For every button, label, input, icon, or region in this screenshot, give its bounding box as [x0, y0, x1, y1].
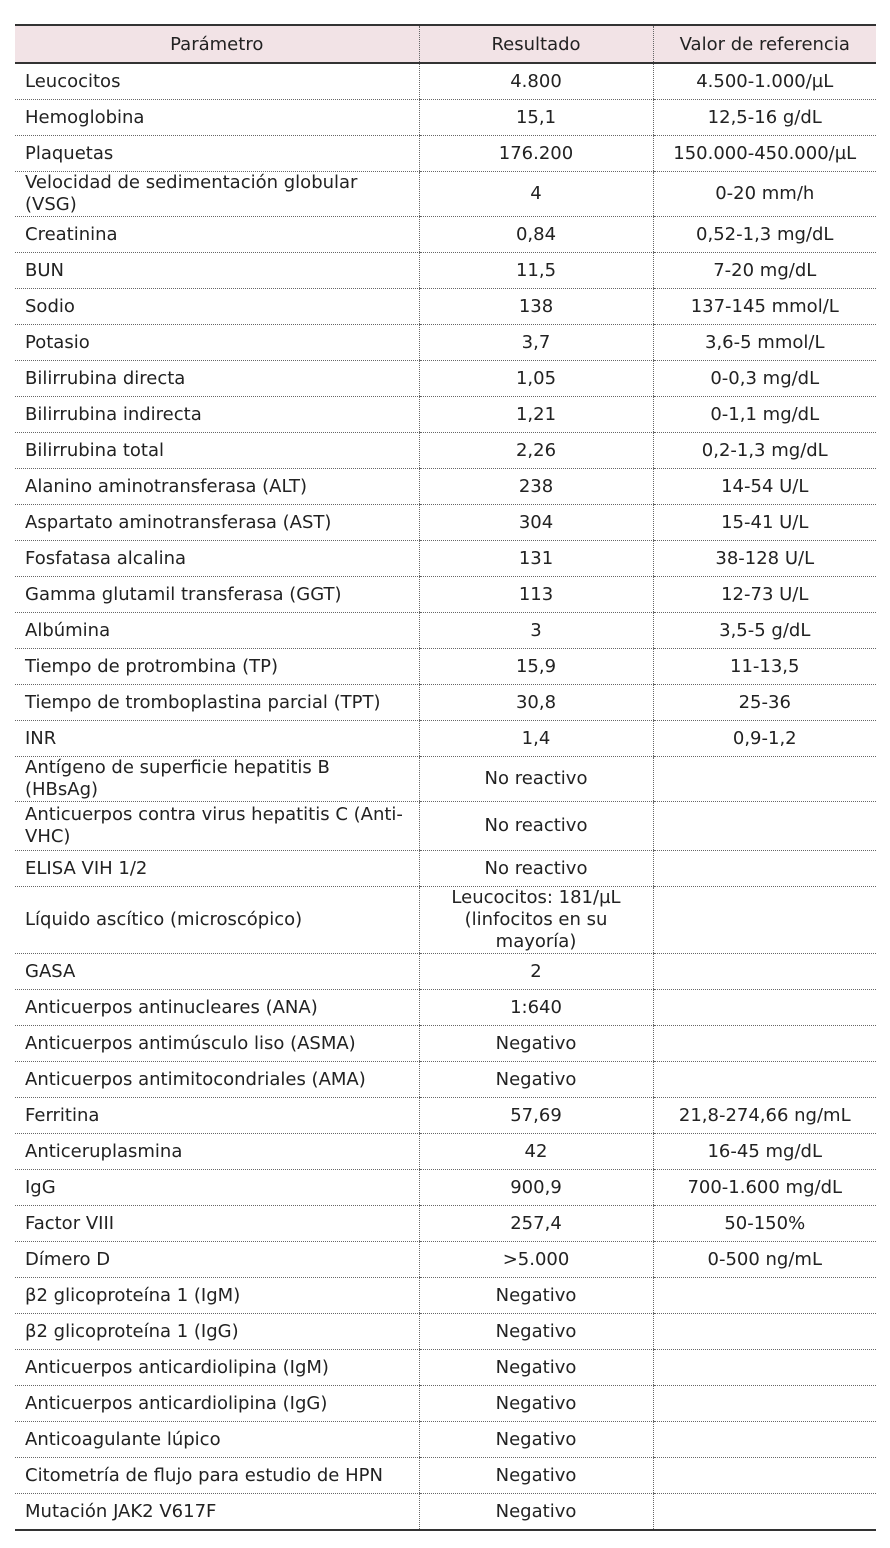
cell-parametro: Bilirrubina indirecta [15, 397, 419, 433]
cell-valor-referencia: 38-128 U/L [653, 541, 876, 577]
cell-valor-referencia [653, 887, 876, 954]
cell-resultado: No reactivo [419, 851, 653, 887]
cell-resultado: 11,5 [419, 253, 653, 289]
table-row [15, 1170, 876, 1206]
cell-parametro: Bilirrubina total [15, 433, 419, 469]
cell-parametro: GASA [15, 954, 419, 990]
cell-valor-referencia [653, 1350, 876, 1386]
cell-resultado: 238 [419, 469, 653, 505]
cell-resultado: 30,8 [419, 685, 653, 721]
cell-parametro: Citometría de flujo para estudio de HPN [15, 1458, 419, 1494]
cell-parametro: β2 glicoproteína 1 (IgM) [15, 1278, 419, 1314]
cell-valor-referencia [653, 990, 876, 1026]
cell-parametro: Ferritina [15, 1098, 419, 1134]
cell-parametro: Tiempo de protrombina (TP) [15, 649, 419, 685]
cell-valor-referencia [653, 954, 876, 990]
table-row [15, 1134, 876, 1170]
cell-resultado: 4 [419, 172, 653, 217]
cell-resultado: 900,9 [419, 1170, 653, 1206]
table-row [15, 505, 876, 541]
table-row [15, 649, 876, 685]
cell-resultado: 2,26 [419, 433, 653, 469]
cell-resultado: Negativo [419, 1386, 653, 1422]
cell-valor-referencia: 700-1.600 mg/dL [653, 1170, 876, 1206]
cell-resultado: Leucocitos: 181/µL (linfocitos en su mayoría) [419, 887, 653, 954]
cell-parametro: Fosfatasa alcalina [15, 541, 419, 577]
header-parametro: Parámetro [15, 25, 419, 63]
table-header-row [15, 25, 876, 63]
cell-resultado: 257,4 [419, 1206, 653, 1242]
cell-resultado: 0,84 [419, 217, 653, 253]
cell-resultado: 4.800 [419, 63, 653, 100]
cell-parametro: BUN [15, 253, 419, 289]
cell-valor-referencia [653, 1026, 876, 1062]
cell-resultado: 1,05 [419, 361, 653, 397]
table-row [15, 541, 876, 577]
cell-valor-referencia: 0-20 mm/h [653, 172, 876, 217]
cell-valor-referencia: 3,6-5 mmol/L [653, 325, 876, 361]
table-row [15, 721, 876, 757]
cell-valor-referencia: 21,8-274,66 ng/mL [653, 1098, 876, 1134]
cell-resultado: 113 [419, 577, 653, 613]
table-row [15, 433, 876, 469]
cell-parametro: Sodio [15, 289, 419, 325]
table-row [15, 613, 876, 649]
table-row [15, 1026, 876, 1062]
cell-resultado: Negativo [419, 1422, 653, 1458]
cell-valor-referencia: 12-73 U/L [653, 577, 876, 613]
table-row [15, 63, 876, 100]
cell-valor-referencia: 0-0,3 mg/dL [653, 361, 876, 397]
table-row [15, 1422, 876, 1458]
table-row [15, 289, 876, 325]
cell-resultado: Negativo [419, 1278, 653, 1314]
cell-valor-referencia: 25-36 [653, 685, 876, 721]
cell-parametro: Tiempo de tromboplastina parcial (TPT) [15, 685, 419, 721]
cell-resultado: 304 [419, 505, 653, 541]
lab-results-table [15, 24, 876, 1531]
cell-parametro: Mutación JAK2 V617F [15, 1494, 419, 1531]
table-row [15, 325, 876, 361]
cell-resultado: 131 [419, 541, 653, 577]
cell-resultado: 15,9 [419, 649, 653, 685]
cell-valor-referencia: 150.000-450.000/µL [653, 136, 876, 172]
cell-parametro: Líquido ascítico (microscópico) [15, 887, 419, 954]
table-row [15, 954, 876, 990]
cell-parametro: Gamma glutamil transferasa (GGT) [15, 577, 419, 613]
cell-parametro: Velocidad de sedimentación globular (VSG) [15, 172, 419, 217]
cell-resultado: Negativo [419, 1458, 653, 1494]
table-row [15, 577, 876, 613]
cell-resultado: No reactivo [419, 802, 653, 851]
cell-valor-referencia: 0-1,1 mg/dL [653, 397, 876, 433]
cell-valor-referencia [653, 1278, 876, 1314]
cell-parametro: ELISA VIH 1/2 [15, 851, 419, 887]
cell-valor-referencia [653, 757, 876, 802]
cell-resultado: >5.000 [419, 1242, 653, 1278]
cell-resultado: Negativo [419, 1314, 653, 1350]
cell-parametro: Creatinina [15, 217, 419, 253]
cell-valor-referencia: 7-20 mg/dL [653, 253, 876, 289]
cell-parametro: Antígeno de superficie hepatitis B (HBsAg) [15, 757, 419, 802]
cell-parametro: Albúmina [15, 613, 419, 649]
table-row [15, 1062, 876, 1098]
lab-results-table-container [15, 24, 876, 1531]
cell-parametro: Aspartato aminotransferasa (AST) [15, 505, 419, 541]
table-row [15, 217, 876, 253]
cell-valor-referencia [653, 802, 876, 851]
cell-resultado: Negativo [419, 1350, 653, 1386]
cell-resultado: 15,1 [419, 100, 653, 136]
cell-valor-referencia: 50-150% [653, 1206, 876, 1242]
table-row [15, 802, 876, 851]
cell-parametro: INR [15, 721, 419, 757]
cell-resultado: 176.200 [419, 136, 653, 172]
table-row [15, 361, 876, 397]
cell-valor-referencia: 12,5-16 g/dL [653, 100, 876, 136]
table-row [15, 1314, 876, 1350]
cell-parametro: Anticuerpos anticardiolipina (IgM) [15, 1350, 419, 1386]
cell-valor-referencia: 15-41 U/L [653, 505, 876, 541]
table-row [15, 757, 876, 802]
cell-parametro: β2 glicoproteína 1 (IgG) [15, 1314, 419, 1350]
cell-valor-referencia [653, 1314, 876, 1350]
cell-valor-referencia: 0-500 ng/mL [653, 1242, 876, 1278]
cell-valor-referencia [653, 1062, 876, 1098]
cell-resultado: Negativo [419, 1062, 653, 1098]
cell-parametro: Potasio [15, 325, 419, 361]
table-row [15, 136, 876, 172]
cell-resultado: Negativo [419, 1494, 653, 1531]
cell-valor-referencia: 0,2-1,3 mg/dL [653, 433, 876, 469]
cell-parametro: Anticeruplasmina [15, 1134, 419, 1170]
cell-parametro: Anticuerpos contra virus hepatitis C (Anti-VHC) [15, 802, 419, 851]
table-row [15, 253, 876, 289]
cell-resultado: 2 [419, 954, 653, 990]
cell-valor-referencia: 4.500-1.000/µL [653, 63, 876, 100]
cell-resultado: No reactivo [419, 757, 653, 802]
cell-valor-referencia [653, 1386, 876, 1422]
cell-valor-referencia [653, 1494, 876, 1531]
table-row [15, 1278, 876, 1314]
table-row [15, 1458, 876, 1494]
table-row [15, 1350, 876, 1386]
table-row [15, 685, 876, 721]
table-row [15, 1098, 876, 1134]
header-resultado: Resultado [419, 25, 653, 63]
table-row [15, 887, 876, 954]
cell-valor-referencia: 11-13,5 [653, 649, 876, 685]
cell-resultado: Negativo [419, 1026, 653, 1062]
cell-parametro: Factor VIII [15, 1206, 419, 1242]
cell-resultado: 1:640 [419, 990, 653, 1026]
table-row [15, 172, 876, 217]
cell-valor-referencia: 16-45 mg/dL [653, 1134, 876, 1170]
table-row [15, 100, 876, 136]
cell-parametro: Anticuerpos antimitocondriales (AMA) [15, 1062, 419, 1098]
cell-parametro: Anticuerpos antimúsculo liso (ASMA) [15, 1026, 419, 1062]
cell-resultado: 3 [419, 613, 653, 649]
cell-parametro: Bilirrubina directa [15, 361, 419, 397]
cell-resultado: 42 [419, 1134, 653, 1170]
cell-valor-referencia: 137-145 mmol/L [653, 289, 876, 325]
cell-parametro: Leucocitos [15, 63, 419, 100]
cell-resultado: 1,4 [419, 721, 653, 757]
table-row [15, 397, 876, 433]
cell-resultado: 1,21 [419, 397, 653, 433]
table-row [15, 1494, 876, 1531]
cell-valor-referencia: 14-54 U/L [653, 469, 876, 505]
cell-valor-referencia [653, 1458, 876, 1494]
table-row [15, 851, 876, 887]
table-row [15, 1242, 876, 1278]
table-row [15, 1386, 876, 1422]
cell-parametro: IgG [15, 1170, 419, 1206]
cell-valor-referencia: 0,9-1,2 [653, 721, 876, 757]
cell-parametro: Plaquetas [15, 136, 419, 172]
table-row [15, 990, 876, 1026]
table-row [15, 469, 876, 505]
header-valor-referencia: Valor de referencia [653, 25, 876, 63]
cell-resultado: 57,69 [419, 1098, 653, 1134]
table-row [15, 1206, 876, 1242]
cell-parametro: Anticuerpos anticardiolipina (IgG) [15, 1386, 419, 1422]
cell-parametro: Anticoagulante lúpico [15, 1422, 419, 1458]
cell-resultado: 3,7 [419, 325, 653, 361]
cell-parametro: Dímero D [15, 1242, 419, 1278]
cell-valor-referencia: 3,5-5 g/dL [653, 613, 876, 649]
cell-valor-referencia [653, 851, 876, 887]
cell-valor-referencia: 0,52-1,3 mg/dL [653, 217, 876, 253]
cell-valor-referencia [653, 1422, 876, 1458]
cell-parametro: Alanino aminotransferasa (ALT) [15, 469, 419, 505]
cell-parametro: Hemoglobina [15, 100, 419, 136]
cell-resultado: 138 [419, 289, 653, 325]
cell-parametro: Anticuerpos antinucleares (ANA) [15, 990, 419, 1026]
